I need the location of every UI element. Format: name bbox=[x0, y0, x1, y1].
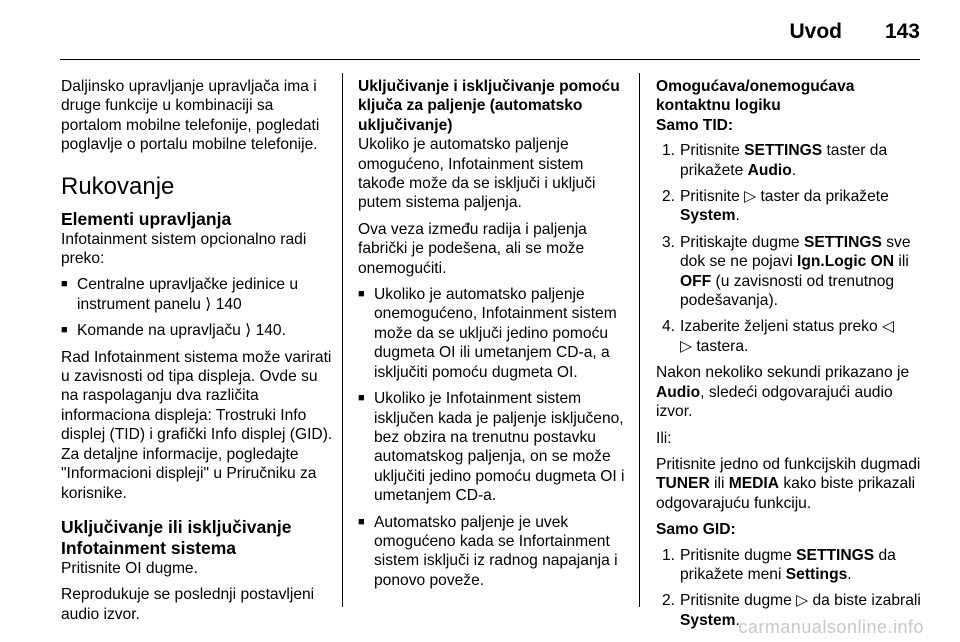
step-item: 2. Pritisnite dugme ▷ da biste izabrali System. bbox=[662, 592, 921, 629]
subheading-kontaktna-logika: Omogućava/onemogućava kontaktnu logiku bbox=[656, 78, 855, 115]
header-divider bbox=[60, 59, 920, 60]
subheading-ukljucivanje: Uključivanje ili isključivanje Infotainment sistema bbox=[61, 516, 292, 558]
step-item: 4. Izaberite željeni status preko ◁ ▷ tastera. bbox=[662, 318, 894, 355]
paragraph: Reprodukuje se poslednji postavljeni audio izvor. bbox=[61, 586, 315, 623]
paragraph: Infotainment sistem opcionalno radi preko: bbox=[61, 230, 307, 268]
paragraph: Nakon nekoliko sekundi prikazano je Audio, sledeći odgovarajući audio izvor. bbox=[656, 364, 910, 421]
step-item: 2. Pritisnite ▷ taster da prikažete System. bbox=[662, 188, 889, 225]
paragraph: Pritisnite jedno od funkcijskih dugmadi TUNER ili MEDIA kako biste prikazali odgovarajuću funkciju. bbox=[656, 455, 921, 512]
paragraph: Ukoliko je automatsko paljenje omogućeno, Infotainment sistem takođe može da se isključi i uključi putem sistema paljenja. bbox=[358, 136, 596, 212]
subheading-kljuc: Uključivanje i isključivanje pomoću ključa za paljenje (automatsko uključivanje) bbox=[358, 78, 620, 134]
step-item: 1. Pritisnite dugme SETTINGS da prikažete meni Settings. bbox=[662, 546, 896, 583]
subheading-elementi: Elementi upravljanja bbox=[61, 208, 232, 229]
right-arrow-icon: ▷ bbox=[796, 592, 809, 610]
bullet-item: ■ Ukoliko je automatsko paljenje onemogućeno, Infotainment sistem može da se uključi jedino pomoću dugmeta OI ili umetanjem CD-a, a isključiti pomoću dugmeta OI. bbox=[358, 285, 630, 382]
section-heading-rukovanje: Rukovanje bbox=[61, 172, 175, 200]
page-title: Uvod bbox=[789, 20, 842, 43]
step-item: 1. Pritisnite SETTINGS taster da prikažete Audio. bbox=[662, 142, 888, 179]
column-1 bbox=[61, 77, 333, 631]
step-item: 3. Pritiskajte dugme SETTINGS sve dok se ne pojavi Ign.Logic ON ili OFF (u zavisnosti od trenutnog podešavanja). bbox=[662, 233, 911, 310]
right-arrow-icon: ▷ bbox=[680, 337, 692, 355]
paragraph: Ova veza između radija i paljenja fabrički je podešena, ali se može onemogućiti. bbox=[358, 220, 587, 277]
paragraph: Ili: bbox=[656, 429, 672, 447]
bullet-item: ■ Ukoliko je Infotainment sistem isključen kada je paljenje isključeno, bez obzira na trenutnu postavku automatskog paljenja, on se može uključiti jedino pomoću dugmeta OI i umetanjem CD-a. bbox=[358, 389, 630, 505]
column-2 bbox=[358, 77, 630, 597]
bullet-item: ■ Centralne upravljačke jedinice u instrument panelu ⟩ 140 bbox=[61, 275, 333, 314]
intro-paragraph: Daljinsko upravljanje upravljača ima i druge funkcije u kombinaciji sa portalom mobilne telefonije, pogledati poglavlje o portalu mobilne telefonije. bbox=[61, 78, 320, 154]
left-arrow-icon: ◁ bbox=[881, 318, 894, 336]
column-3 bbox=[656, 77, 928, 637]
column-divider-1 bbox=[342, 73, 343, 607]
right-arrow-icon: ▷ bbox=[744, 188, 757, 206]
column-divider-2 bbox=[639, 73, 640, 607]
watermark: carmanualsonline.info bbox=[738, 617, 924, 637]
page-number: 143 bbox=[884, 20, 920, 43]
page-header bbox=[0, 0, 960, 60]
label-samo-gid: Samo GID: bbox=[656, 521, 736, 539]
paragraph: Pritisnite OI dugme. bbox=[61, 559, 198, 577]
label-samo-tid: Samo TID: bbox=[656, 116, 734, 134]
bullet-item: ■ Automatsko paljenje je uvek omogućeno kada se Infortainment sistem isključi iz radnog napajanja i ponovo poveže. bbox=[358, 513, 630, 591]
bullet-item: ■ Komande na upravljaču ⟩ 140. bbox=[61, 321, 333, 340]
paragraph: Rad Infotainment sistema može varirati u zavisnosti od tipa displeja. Ovde su na raspolaganju dva različita informaciona displeja: Trostruki Info displej (TID) i grafički Info displej (GID). Za detaljne informacije, pogledajte "Informacioni displeji" u Priručniku za korisnike. bbox=[61, 348, 333, 502]
